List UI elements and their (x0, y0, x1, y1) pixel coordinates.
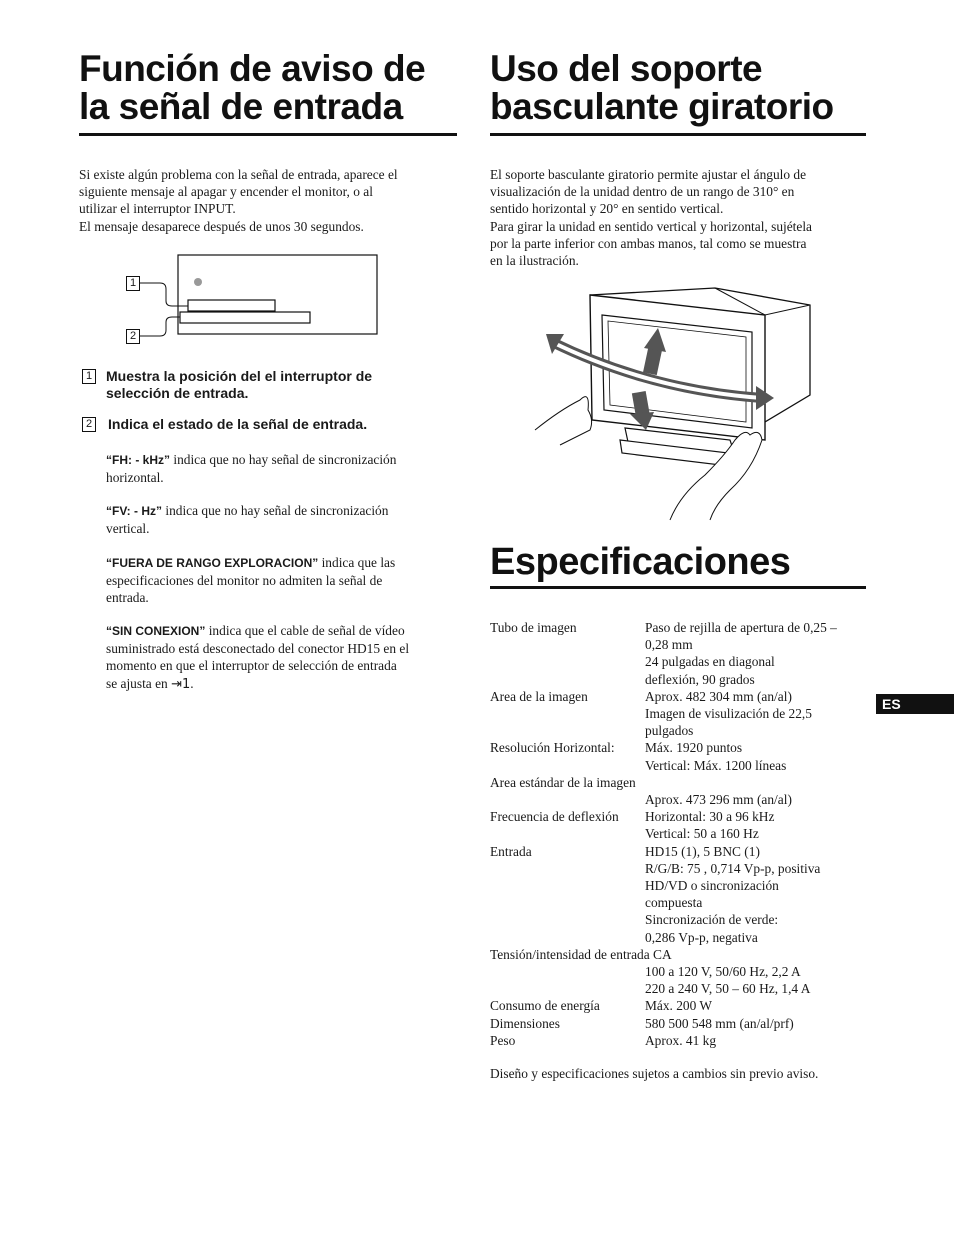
spec-value: Aprox. 482 304 mm (an/al) (645, 688, 792, 704)
left-title (79, 50, 459, 126)
spec-row-consumption (490, 997, 875, 1014)
item-2-num: 2 (82, 417, 96, 432)
item-1-num: 1 (82, 369, 96, 384)
left-intro-line: El mensaje desaparece después de unos 30 segundos. (79, 218, 364, 234)
right-title-rule (490, 133, 866, 136)
right-intro-line: visualización de la unidad dentro de un rango de 310° en (490, 184, 795, 200)
term-no-connection-label: “SIN CONEXION” (106, 624, 206, 638)
term-fh-text: indica que no hay señal de sincronización (170, 452, 397, 467)
spec-value: Máx. 1920 puntos (645, 740, 743, 756)
spec-title: Especificaciones (490, 541, 791, 583)
info-icon (194, 278, 202, 286)
term-fv-line: vertical. (106, 521, 150, 537)
spec-value: Aprox. 473 296 mm (an/al) (645, 792, 792, 808)
spec-row-standard-area (490, 774, 875, 791)
term-fh-label: “FH: - kHz” (106, 453, 170, 467)
spec-row-weight (490, 1032, 875, 1049)
spec-label: Area estándar de la imagen (490, 774, 636, 790)
left-intro-line: siguiente mensaje al apagar y encender el monitor, o al (79, 184, 373, 200)
term-fh (106, 451, 456, 486)
spec-label: Consumo de energía (490, 998, 600, 1014)
term-no-connection-line: suministrado está desconectado del conector HD15 en el (106, 641, 410, 657)
item-2-heading: Indica el estado de la señal de entrada. (108, 416, 368, 432)
spec-value: HD15 (1), 5 BNC (1) (645, 843, 760, 859)
spec-label (490, 791, 645, 808)
item-1-heading-line: selección de entrada. (106, 385, 249, 401)
spec-value: 220 a 240 V, 50 – 60 Hz, 1,4 A (645, 981, 811, 997)
term-out-of-range-label: “FUERA DE RANGO EXPLORACION” (106, 556, 319, 570)
monitor-drawing (530, 280, 830, 525)
spec-value: Paso de rejilla de apertura de 0,25 – (645, 620, 837, 635)
spec-label: Tensión/intensidad de entrada CA (490, 946, 672, 962)
spec-label: Area de la imagen (490, 688, 588, 704)
term-no-connection-text: indica que el cable de señal de vídeo (205, 623, 405, 638)
swivel-illustration (530, 280, 830, 525)
spec-label: Dimensiones (490, 1015, 560, 1031)
spec-row-image-area (490, 688, 875, 740)
item-2 (82, 416, 452, 433)
spec-value: 24 pulgadas en diagonal (645, 654, 775, 670)
spec-title-rule (490, 586, 866, 589)
spec-value: Aprox. 41 kg (645, 1032, 717, 1048)
spec-note: Diseño y especificaciones sujetos a cambios sin previo aviso. (490, 1066, 819, 1081)
left-intro (79, 166, 459, 235)
spec-value: 580 500 548 mm (an/al/prf) (645, 1015, 794, 1031)
spec-value: Horizontal: 30 a 96 kHz (645, 809, 775, 825)
item-1-heading-line: Muestra la posición del el interruptor de (106, 368, 373, 384)
right-title (490, 50, 890, 126)
term-out-of-range-text: indica que las (318, 555, 396, 570)
right-intro-line: El soporte basculante giratorio permite ajustar el ángulo de (490, 167, 807, 182)
right-intro-line: sentido horizontal y 20° en sentido vertical. (490, 201, 724, 217)
spec-row-resolution (490, 739, 875, 773)
term-fv-label: “FV: - Hz” (106, 504, 162, 518)
callout-1: 1 (126, 276, 140, 291)
term-fv (106, 502, 456, 537)
term-out-of-range-line: especificaciones del monitor no admiten la señal de (106, 573, 383, 589)
term-fh-line: horizontal. (106, 470, 164, 486)
right-title-line-1: Uso del soporte (490, 48, 763, 89)
right-title-line-2: basculante giratorio (490, 86, 834, 127)
spec-value: Máx. 200 W (645, 998, 713, 1014)
left-title-rule (79, 133, 457, 136)
term-out-of-range-line: entrada. (106, 590, 149, 606)
spec-row-input (490, 843, 875, 946)
signal-status-bar (180, 312, 310, 323)
right-intro (490, 166, 875, 269)
left-intro-line: utilizar el interruptor INPUT. (79, 201, 236, 217)
spec-value: Sincronización de verde: (645, 912, 779, 928)
spec-row-standard-area-value (490, 791, 875, 808)
spec-label (490, 963, 645, 997)
right-intro-line: en la ilustración. (490, 253, 579, 269)
term-out-of-range (106, 554, 456, 607)
spec-row-power-input-value (490, 963, 875, 997)
spec-label: Entrada (490, 843, 532, 859)
spec-row-power-input (490, 946, 875, 963)
spec-table (490, 619, 875, 1049)
callout-line-2 (140, 317, 180, 336)
message-diagram (120, 252, 382, 342)
final-period: . (190, 675, 194, 691)
left-intro-line: Si existe algún problema con la señal de entrada, aparece el (79, 167, 398, 182)
spec-value: 0,28 mm (645, 637, 693, 653)
spec-value: deflexión, 90 grados (645, 671, 755, 687)
message-diagram-svg (120, 252, 382, 342)
left-title-line-2: la señal de entrada (79, 86, 403, 127)
term-no-connection (106, 622, 461, 693)
spec-label: Frecuencia de deflexión (490, 809, 619, 825)
spec-label: Tubo de imagen (490, 620, 577, 635)
spec-value: compuesta (645, 895, 703, 911)
right-intro-line: por la parte inferior con ambas manos, tal como se muestra (490, 235, 807, 251)
input-position-bar (188, 300, 275, 311)
spec-label: Peso (490, 1032, 516, 1048)
term-no-connection-line: se ajusta en (106, 675, 168, 691)
spec-value: Vertical: 50 a 160 Hz (645, 826, 759, 842)
spec-value: pulgados (645, 723, 694, 739)
term-no-connection-line: momento en que el interruptor de selección de entrada (106, 658, 397, 674)
spec-value: R/G/B: 75 , 0,714 Vp-p, positiva (645, 860, 821, 876)
spec-value: 0,286 Vp-p, negativa (645, 929, 758, 945)
spec-value: HD/VD o sincronización (645, 878, 779, 894)
callout-2: 2 (126, 329, 140, 344)
spec-label: Resolución Horizontal: (490, 740, 615, 756)
spec-value: Imagen de visulización de 22,5 (645, 706, 812, 722)
left-title-line-1: Función de aviso de (79, 48, 426, 89)
term-fv-text: indica que no hay señal de sincronización (162, 503, 389, 518)
spec-row-tube (490, 619, 875, 688)
input-1-icon: ⇥1 (171, 676, 191, 692)
right-intro-line: Para girar la unidad en sentido vertical y horizontal, sujétela (490, 218, 813, 234)
item-1 (82, 368, 452, 402)
spec-row-dimensions (490, 1015, 875, 1032)
language-tab: ES (876, 694, 954, 714)
spec-value: 100 a 120 V, 50/60 Hz, 2,2 A (645, 964, 801, 980)
spec-row-deflection (490, 808, 875, 842)
spec-value: Vertical: Máx. 1200 líneas (645, 757, 787, 773)
